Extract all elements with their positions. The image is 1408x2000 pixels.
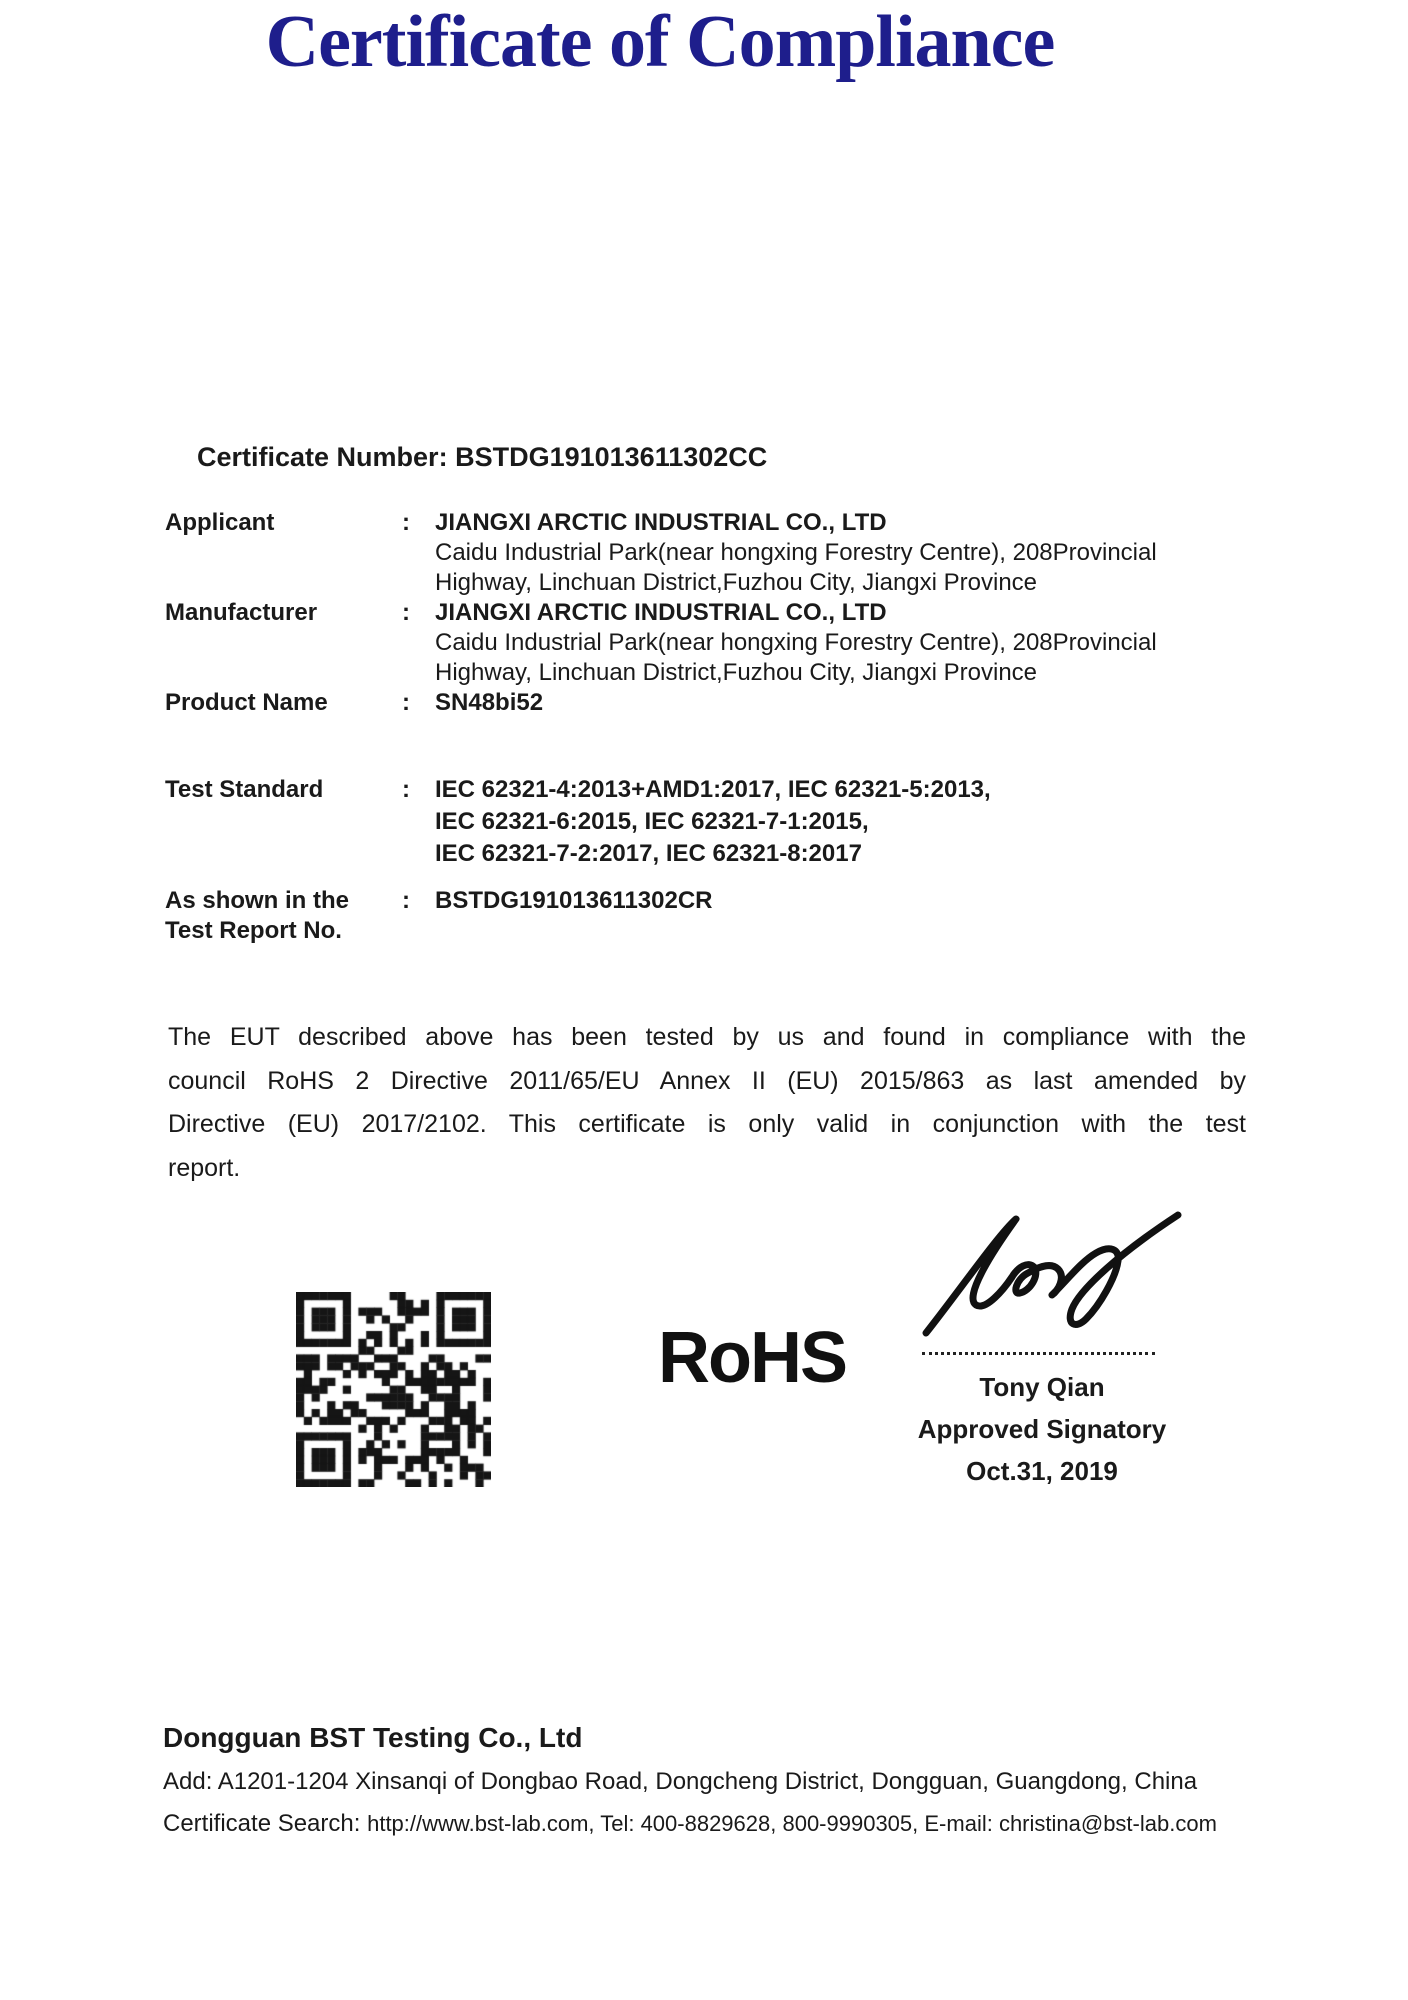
test-report-label-line: Test Report No. — [165, 917, 342, 944]
applicant-label: Applicant — [165, 509, 275, 536]
qr-code — [296, 1292, 491, 1487]
manufacturer-row — [165, 598, 1157, 688]
statement-line: council RoHS 2 Directive 2011/65/EU Annex II (EU) 2015/863 as last amended by — [168, 1066, 1246, 1095]
applicant-name: JIANGXI ARCTIC INDUSTRIAL CO., LTD — [435, 509, 887, 536]
statement-line: The EUT described above has been tested by us and found in compliance with the — [168, 1023, 1246, 1051]
applicant-address-line: Caidu Industrial Park(near hongxing Forestry Centre), 208Provincial — [435, 539, 1157, 566]
certificate-number-line — [197, 442, 767, 473]
signature-divider — [922, 1330, 1155, 1355]
test-report-row — [165, 886, 713, 946]
rohs-logo: RoHS — [658, 1318, 846, 1398]
test-standard-line: IEC 62321-4:2013+AMD1:2017, IEC 62321-5:2013, — [435, 776, 991, 803]
statement-line: Directive (EU) 2017/2102. This certificate is only valid in conjunction with the test — [168, 1110, 1246, 1138]
test-standard-label: Test Standard — [165, 776, 324, 803]
signature-date: Oct.31, 2019 — [966, 1456, 1118, 1486]
product-name-label: Product Name — [165, 689, 328, 716]
manufacturer-colon: : — [402, 599, 410, 626]
applicant-address-line: Highway, Linchuan District,Fuzhou City, Jiangxi Province — [435, 569, 1038, 596]
certificate-search-label: Certificate Search: — [163, 1810, 361, 1837]
manufacturer-address-line: Caidu Industrial Park(near hongxing Forestry Centre), 208Provincial — [435, 629, 1157, 656]
certificate-search-value: http://www.bst-lab.com, Tel: 400-8829628, 800-9990305, E-mail: christina@bst-lab.com — [367, 1811, 1217, 1836]
manufacturer-value — [435, 598, 1157, 688]
signature-image — [920, 1205, 1185, 1340]
product-name-value: SN48bi52 — [435, 689, 544, 716]
test-report-label-line: As shown in the — [165, 887, 350, 914]
test-standard-row — [165, 774, 991, 870]
manufacturer-address-line: Highway, Linchuan District,Fuzhou City, Jiangxi Province — [435, 659, 1038, 686]
applicant-row — [165, 508, 1157, 598]
product-name-colon: : — [402, 689, 410, 716]
manufacturer-name: JIANGXI ARCTIC INDUSTRIAL CO., LTD — [435, 599, 887, 626]
test-report-value: BSTDG191013611302CR — [435, 887, 713, 914]
test-standard-colon: : — [402, 776, 410, 803]
signatory-name: Tony Qian — [979, 1372, 1105, 1402]
statement-line: report. — [168, 1153, 241, 1182]
test-standard-line: IEC 62321-6:2015, IEC 62321-7-1:2015, — [435, 808, 869, 835]
test-standard-value — [435, 774, 991, 870]
applicant-value — [435, 508, 1157, 598]
lab-address: Add: A1201-1204 Xinsanqi of Dongbao Road, Dongcheng District, Dongguan, Guangdong, China — [163, 1768, 1198, 1795]
test-report-colon: : — [402, 887, 410, 914]
applicant-colon: : — [402, 509, 410, 536]
certificate-number-label: Certificate Number: — [197, 442, 448, 472]
manufacturer-label: Manufacturer — [165, 599, 318, 626]
test-standard-line: IEC 62321-7-2:2017, IEC 62321-8:2017 — [435, 840, 862, 867]
test-report-label — [165, 886, 402, 946]
certificate-number-value: BSTDG191013611302CC — [455, 442, 768, 472]
lab-company-name: Dongguan BST Testing Co., Ltd — [163, 1722, 583, 1753]
product-name-row — [165, 688, 543, 718]
page-title: Certificate of Compliance — [265, 1, 1055, 83]
signatory-title: Approved Signatory — [917, 1414, 1167, 1444]
certificate-search-line — [163, 1810, 1217, 1838]
